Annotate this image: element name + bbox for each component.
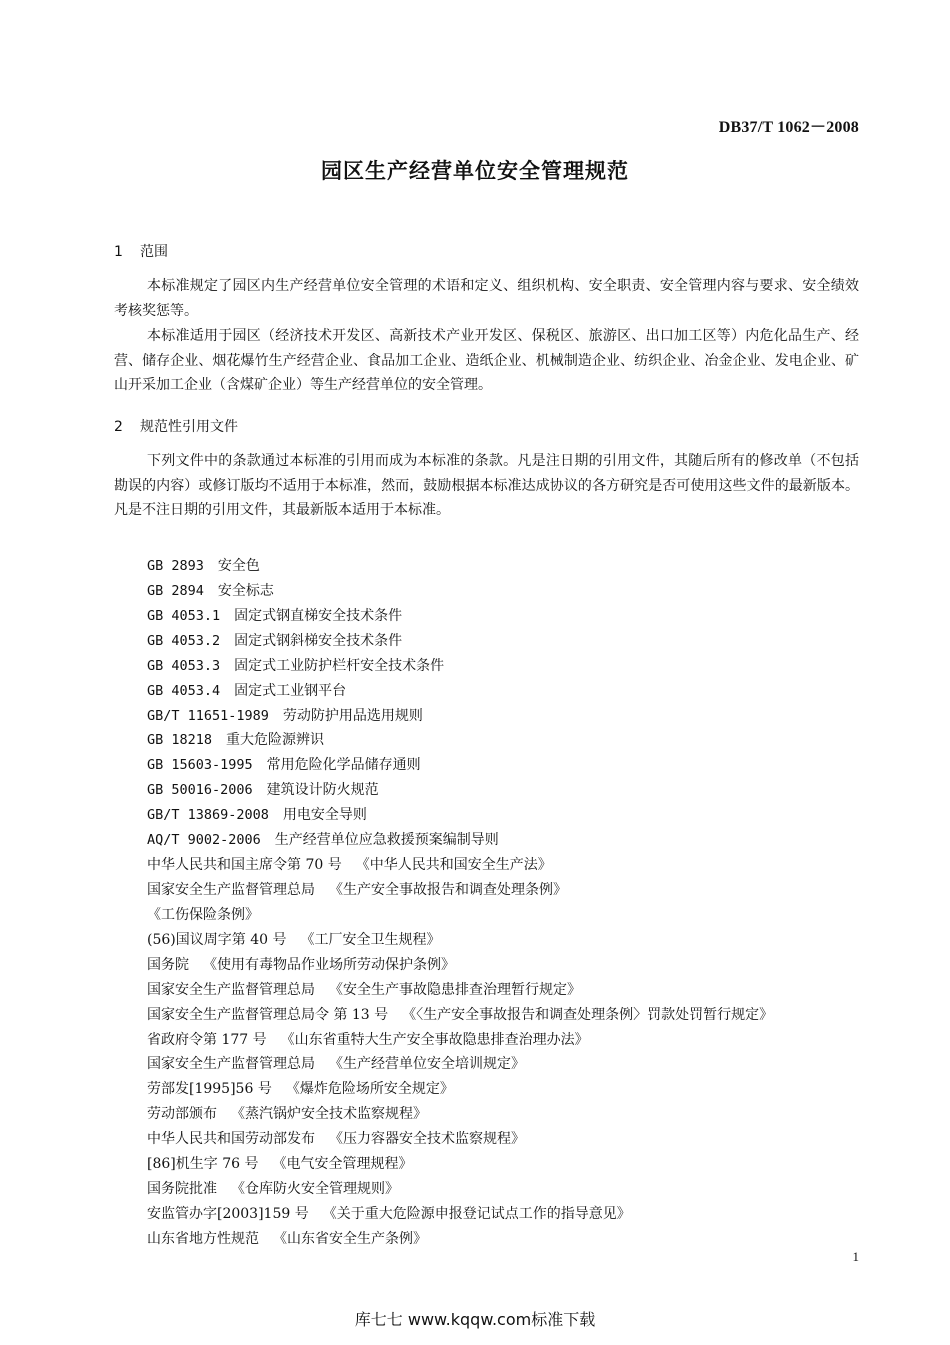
reference-item	[147, 1202, 773, 1227]
reference-code: 安监管办字[2003]159 号	[147, 1205, 309, 1222]
reference-code: GB/T 13869-2008	[147, 807, 269, 824]
reference-code: (56)国议周字第 40 号	[147, 931, 287, 948]
reference-title: 固定式钢直梯安全技术条件	[234, 607, 403, 624]
reference-item	[147, 978, 773, 1003]
reference-code: 国家安全生产监督管理总局令 第 13 号	[147, 1006, 389, 1023]
reference-title: 《仓库防火安全管理规则》	[231, 1181, 399, 1198]
reference-code: 劳动部颁布	[147, 1106, 217, 1123]
reference-title: 《生产经营单位安全培训规定》	[329, 1056, 525, 1073]
reference-item	[147, 853, 773, 878]
reference-item	[147, 604, 773, 629]
reference-title: 《工伤保险条例》	[147, 906, 259, 923]
reference-code: GB 2893	[147, 558, 204, 574]
reference-item	[147, 1127, 773, 1152]
reference-code: 国务院批准	[147, 1181, 217, 1198]
reference-title: 固定式工业钢平台	[234, 682, 347, 699]
reference-code: GB 4053.1	[147, 607, 221, 624]
reference-code: AQ/T 9002-2006	[147, 832, 261, 849]
reference-item	[147, 903, 773, 928]
section-2-title: 规范性引用文件	[140, 419, 238, 435]
reference-code: 省政府令第 177 号	[147, 1031, 267, 1048]
reference-code: [86]机生字 76 号	[147, 1156, 259, 1173]
reference-code: GB 15603-1995	[147, 757, 253, 774]
reference-code: 劳部发[1995]56 号	[147, 1081, 272, 1098]
reference-item	[147, 1177, 773, 1202]
reference-item	[147, 554, 773, 579]
reference-title: 劳动防护用品选用规则	[282, 707, 423, 724]
reference-title: 《工厂安全卫生规程》	[300, 931, 441, 948]
reference-code: GB 50016-2006	[147, 782, 253, 799]
reference-title: 安全标志	[217, 582, 274, 599]
reference-code: GB 4053.4	[147, 682, 221, 699]
reference-code: 国家安全生产监督管理总局	[147, 881, 315, 898]
reference-title: 用电安全导则	[282, 807, 367, 824]
reference-title: 生产经营单位应急救援预案编制导则	[274, 832, 499, 849]
section-1-number: 1	[114, 244, 123, 260]
reference-code: GB 2894	[147, 582, 204, 599]
reference-item	[147, 878, 773, 903]
reference-title: 建筑设计防火规范	[266, 782, 379, 799]
section-1-paragraph-1: 本标准规定了园区内生产经营单位安全管理的术语和定义、组织机构、安全职责、安全管理内容与要求、安全绩效考核奖惩等。	[114, 278, 859, 319]
reference-title: 重大危险源辨识	[226, 732, 325, 749]
reference-title: 《压力容器安全技术监察规程》	[329, 1131, 525, 1148]
document-title: 园区生产经营单位安全管理规范	[321, 159, 629, 183]
reference-item	[147, 1227, 773, 1252]
reference-item	[147, 828, 773, 853]
reference-code: 国务院	[147, 956, 189, 973]
reference-title: 《电气安全管理规程》	[272, 1156, 413, 1173]
reference-item	[147, 1102, 773, 1127]
reference-code: 山东省地方性规范	[147, 1230, 259, 1247]
reference-title: 《山东省安全生产条例》	[273, 1230, 427, 1247]
section-2-paragraph: 下列文件中的条款通过本标准的引用而成为本标准的条款。凡是注日期的引用文件，其随后所有的修改单（不包括勘误的内容）或修订版均不适用于本标准，然而，鼓励根据本标准达成协议的各方研究是否可使用这些文件的最新版本。凡是不注日期的引用文件，其最新版本适用于本标准。	[114, 453, 859, 519]
page-number: 1	[852, 1249, 859, 1264]
reference-item	[147, 953, 773, 978]
reference-code: 中华人民共和国主席令第 70 号	[147, 857, 342, 874]
reference-item	[147, 679, 773, 704]
reference-code: GB/T 11651-1989	[147, 707, 269, 724]
reference-title: 《山东省重特大生产安全事故隐患排查治理办法》	[280, 1031, 589, 1048]
reference-title: 固定式工业防护栏杆安全技术条件	[234, 657, 445, 674]
reference-item	[147, 1028, 773, 1053]
reference-item	[147, 728, 773, 753]
reference-code: 中华人民共和国劳动部发布	[147, 1131, 315, 1148]
reference-item	[147, 1003, 773, 1028]
footer-watermark: 库七七 www.kqqw.com标准下载	[354, 1310, 596, 1329]
reference-title: 固定式钢斜梯安全技术条件	[234, 632, 403, 649]
reference-item	[147, 629, 773, 654]
reference-title: 《生产安全事故报告和调查处理条例》	[329, 881, 567, 898]
reference-item	[147, 654, 773, 679]
section-2-number: 2	[114, 419, 123, 435]
reference-title: 《中华人民共和国安全生产法》	[355, 857, 552, 874]
reference-title: 《安全生产事故隐患排查治理暂行规定》	[329, 981, 581, 998]
reference-code: GB 4053.3	[147, 657, 221, 674]
section-1-heading	[114, 241, 168, 261]
reference-code: GB 4053.2	[147, 632, 221, 649]
reference-item	[147, 1152, 773, 1177]
standard-code: DB37/T 1062－2008	[718, 119, 859, 136]
reference-list	[147, 554, 773, 1252]
reference-code: GB 18218	[147, 732, 213, 749]
reference-title: 《使用有毒物品作业场所劳动保护条例》	[203, 956, 455, 973]
reference-item	[147, 778, 773, 803]
reference-title: 《蒸汽锅炉安全技术监察规程》	[231, 1106, 427, 1123]
section-1-title: 范围	[140, 244, 168, 260]
reference-item	[147, 704, 773, 729]
reference-title: 常用危险化学品储存通则	[266, 757, 421, 774]
reference-code: 国家安全生产监督管理总局	[147, 1056, 315, 1073]
reference-title: 《关于重大危险源申报登记试点工作的指导意见》	[322, 1205, 631, 1222]
reference-item	[147, 1052, 773, 1077]
reference-item	[147, 753, 773, 778]
reference-code: 国家安全生产监督管理总局	[147, 981, 315, 998]
reference-item	[147, 803, 773, 828]
reference-title: 安全色	[217, 558, 260, 574]
reference-title: 《〈生产安全事故报告和调查处理条例〉罚款处罚暂行规定》	[402, 1006, 774, 1023]
section-1-paragraph-2: 本标准适用于园区（经济技术开发区、高新技术产业开发区、保税区、旅游区、出口加工区等）内危化品生产、经营、储存企业、烟花爆竹生产经营企业、食品加工企业、造纸企业、机械制造企业、纺织企业、冶金企业、发电企业、矿山开采加工企业（含煤矿企业）等生产经营单位的安全管理。	[114, 328, 859, 394]
reference-item	[147, 928, 773, 953]
reference-item	[147, 579, 773, 604]
reference-item	[147, 1077, 773, 1102]
reference-title: 《爆炸危险场所安全规定》	[285, 1081, 454, 1098]
section-2-heading	[114, 416, 238, 436]
